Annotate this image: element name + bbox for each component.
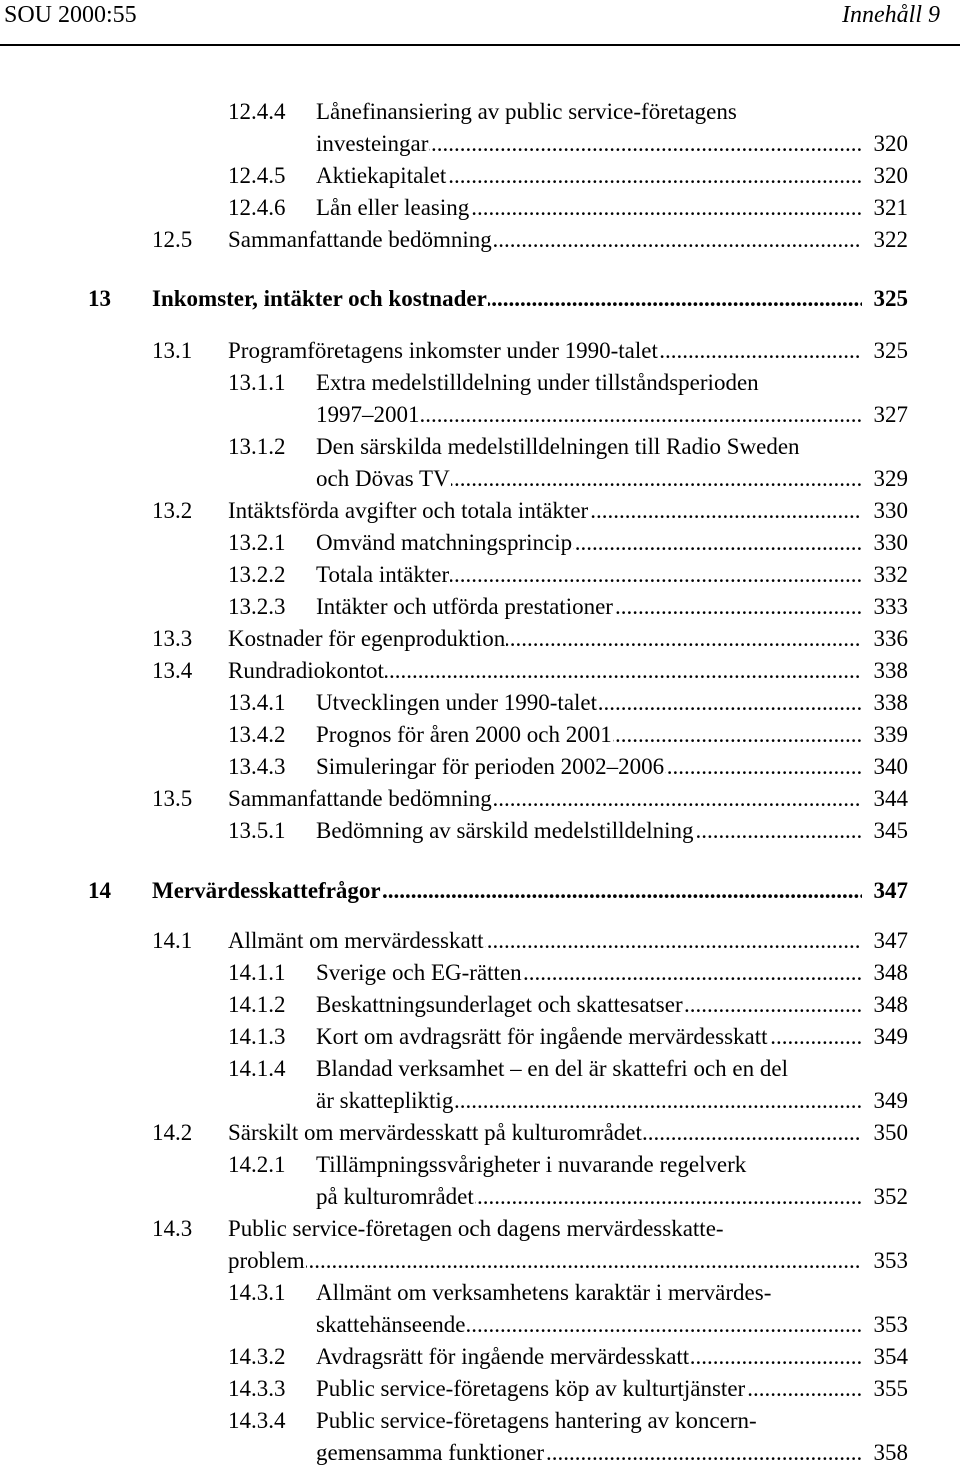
toc-entry-title: Lån eller leasing [316,195,470,220]
toc-entry-title-continued: och Dövas TV [316,466,450,491]
toc-entry-title: Public service-företagen och dagens mervärdesskatte- [228,1216,724,1241]
toc-entry-title: Aktiekapitalet [316,163,447,188]
toc-entry-number: 13.4 [152,658,193,683]
toc-entry-number: 14.2 [152,1120,193,1145]
toc-entry-number: 13.5 [152,786,193,811]
toc-entry-number: 14.3 [152,1216,193,1241]
toc-entry-title-line [316,752,862,782]
toc-entry-number: 13.4.3 [228,754,286,779]
toc-entry-title-continued: är skattepliktig [316,1088,454,1113]
toc-entry-title-line [316,1438,862,1468]
toc-entry [0,368,960,398]
toc-entry [0,876,960,906]
toc-entry-title: Omvänd matchningsprincip [316,530,573,555]
toc-entry-page: 333 [873,592,909,622]
toc-entry-title-line [152,876,862,906]
toc-entry-title-continued: på kulturområdet [316,1184,474,1209]
toc-entry-continuation [0,1246,960,1276]
toc-entry-title-line [316,161,862,191]
toc-entry-title-line [316,720,862,750]
toc-entry-number: 12.4.4 [228,99,286,124]
toc-entry-number: 13.4.2 [228,722,286,747]
toc-entry-title-continued: problem [228,1248,305,1273]
toc-entry-title-line [316,1278,862,1308]
toc-entry-title: Den särskilda medelstilldelningen till Radio Sweden [316,434,800,459]
toc-entry-title: Inkomster, intäkter och kostnader [152,286,487,311]
toc-entry-title-line [316,1310,862,1340]
toc-entry-title: Beskattningsunderlaget och skattesatser [316,992,683,1017]
toc-entry-page: 338 [873,688,909,718]
toc-entry-page: 332 [873,560,909,590]
toc-entry [0,528,960,558]
toc-entry-title-line [228,336,862,366]
toc-entry-title-line [316,560,862,590]
toc-entry-continuation [0,1086,960,1116]
section-page-label: Innehåll 9 [842,2,940,28]
toc-entry-number: 13.1.2 [228,434,286,459]
toc-entry-page: 327 [873,400,909,430]
toc-entry-title-continued: 1997–2001 [316,402,420,427]
toc-entry [0,284,960,314]
toc-entry-title-line [228,225,862,255]
toc-entry-number: 13.1 [152,338,193,363]
toc-entry-title: Allmänt om mervärdesskatt [228,928,484,953]
toc-entry [0,1374,960,1404]
toc-entry-page: 348 [873,958,909,988]
toc-entry-title-line [316,1182,862,1212]
toc-entry-title-line [316,1086,862,1116]
toc-entry-page: 347 [873,876,909,906]
toc-entry-number: 13.5.1 [228,818,286,843]
toc-entry-number: 13.2 [152,498,193,523]
toc-entry [0,1406,960,1436]
toc-entry-number: 14.3.2 [228,1344,286,1369]
toc-entry-title-line [316,193,862,223]
toc-entry-title-line [316,1150,862,1180]
toc-entry-title: Sammanfattande bedömning [228,227,492,252]
toc-entry [0,958,960,988]
toc-entry-number: 13.2.2 [228,562,286,587]
toc-entry-title-line [316,464,862,494]
toc-entry [0,624,960,654]
toc-entry-title: Allmänt om verksamhetens karaktär i mervärdes- [316,1280,772,1305]
toc-entry [0,816,960,846]
toc-entry-title: Sverige och EG-rätten [316,960,522,985]
toc-entry-page: 330 [873,496,909,526]
toc-entry [0,336,960,366]
toc-entry [0,161,960,191]
toc-entry-title: Bedömning av särskild medelstilldelning [316,818,694,843]
toc-entry-title-line [228,784,862,814]
toc-entry-page: 340 [873,752,909,782]
toc-entry-page: 330 [873,528,909,558]
toc-entry-title: Rundradiokontot [228,658,384,683]
toc-entry [0,1278,960,1308]
toc-entry-number: 12.4.5 [228,163,286,188]
toc-entry-title: Utvecklingen under 1990-talet [316,690,598,715]
toc-entry-title: Simuleringar för perioden 2002–2006 [316,754,665,779]
toc-entry-page: 348 [873,990,909,1020]
toc-entry-continuation [0,400,960,430]
toc-entry-number: 14.3.3 [228,1376,286,1401]
toc-entry-page: 321 [873,193,909,223]
toc-entry-continuation [0,1182,960,1212]
toc-entry-title-line [316,816,862,846]
toc-entry-title: Extra medelstilldelning under tillståndsperioden [316,370,759,395]
toc-entry-title: Särskilt om mervärdesskatt på kulturområdet [228,1120,642,1145]
toc-entry [0,784,960,814]
toc-entry-title-line [228,496,862,526]
toc-entry-page: 353 [873,1246,909,1276]
toc-entry-number: 14.1.3 [228,1024,286,1049]
toc-entry-page: 350 [873,1118,909,1148]
toc-entry-number: 14.1 [152,928,193,953]
toc-entry-number: 14 [88,878,111,903]
toc-entry-title-line [316,592,862,622]
toc-entry-title-line [228,656,862,686]
toc-entry-title-line [228,926,862,956]
toc-entry-page: 325 [873,336,909,366]
toc-entry-page: 353 [873,1310,909,1340]
toc-entry [0,656,960,686]
toc-entry-page: 338 [873,656,909,686]
toc-entry [0,688,960,718]
toc-entry [0,1054,960,1084]
toc-entry-page: 349 [873,1086,909,1116]
document-id: SOU 2000:55 [4,2,137,28]
toc-entry-number: 14.2.1 [228,1152,286,1177]
toc-entry-title-line [316,528,862,558]
toc-entry-page: 344 [873,784,909,814]
toc-entry-continuation [0,1310,960,1340]
toc-entry-page: 336 [873,624,909,654]
toc-entry-continuation [0,464,960,494]
toc-entry-page: 322 [873,225,909,255]
toc-entry [0,926,960,956]
toc-entry-title: Kort om avdragsrätt för ingående mervärdesskatt [316,1024,768,1049]
toc-entry [0,1022,960,1052]
toc-entry-title-line [316,958,862,988]
toc-entry-title: Tillämpningssvårigheter i nuvarande regelverk [316,1152,747,1177]
toc-entry-title-continued: gemensamma funktioner [316,1440,545,1465]
toc-entry-number: 12.4.6 [228,195,286,220]
toc-entry-number: 13 [88,286,111,311]
toc-entry-title-line [316,400,862,430]
toc-entry-number: 14.1.1 [228,960,286,985]
toc-entry-page: 354 [873,1342,909,1372]
toc-entry [0,225,960,255]
toc-entry [0,496,960,526]
toc-entry-page: 339 [873,720,909,750]
toc-entry-number: 14.1.4 [228,1056,286,1081]
toc-entry-title: Public service-företagens köp av kulturtjänster [316,1376,746,1401]
toc-entry-page: 347 [873,926,909,956]
toc-entry-title-line [228,1214,862,1244]
toc-entry-title-line [316,1342,862,1372]
toc-entry-title-line [316,1406,862,1436]
toc-entry-page: 329 [873,464,909,494]
toc-entry-number: 13.2.3 [228,594,286,619]
toc-entry-title-line [316,990,862,1020]
toc-entry-title-line [316,129,862,159]
toc-entry [0,1118,960,1148]
toc-entry-page: 358 [873,1438,909,1468]
toc-entry-page: 320 [873,129,909,159]
toc-entry [0,432,960,462]
toc-entry-title-line [316,688,862,718]
toc-entry [0,560,960,590]
toc-entry [0,1214,960,1244]
toc-entry-page: 355 [873,1374,909,1404]
toc-entry-number: 14.1.2 [228,992,286,1017]
toc-entry-number: 14.3.4 [228,1408,286,1433]
toc-entry [0,193,960,223]
toc-entry-number: 13.4.1 [228,690,286,715]
toc-entry [0,97,960,127]
toc-entry-title: Blandad verksamhet – en del är skattefri och en del [316,1056,788,1081]
toc-entry-title-line [152,284,862,314]
toc-entry [0,1150,960,1180]
toc-entry-title: Prognos för åren 2000 och 2001 [316,722,612,747]
toc-entry-title-line [228,624,862,654]
toc-entry-number: 13.3 [152,626,193,651]
toc-entry-continuation [0,129,960,159]
toc-entry-number: 13.1.1 [228,370,286,395]
toc-entry-title-line [316,97,862,127]
toc-entry-title: Kostnader för egenproduktion [228,626,506,651]
toc-entry-page: 325 [873,284,909,314]
toc-entry-page: 352 [873,1182,909,1212]
toc-entry-title: Totala intäkter [316,562,450,587]
toc-entry-title-line [228,1118,862,1148]
toc-entry-number: 14.3.1 [228,1280,286,1305]
toc-entry-title-line [316,368,862,398]
toc-entry-title: Lånefinansiering av public service-företagens [316,99,737,124]
toc-entry [0,592,960,622]
toc-entry-title-continued: investeingar [316,131,429,156]
toc-entry-title-line [316,1054,862,1084]
toc-entry-page: 320 [873,161,909,191]
toc-entry [0,720,960,750]
toc-entry-title: Intäkter och utförda prestationer [316,594,613,619]
toc-entry-title: Avdragsrätt för ingående mervärdesskatt [316,1344,690,1369]
toc-entry-number: 13.2.1 [228,530,286,555]
toc-entry-page: 345 [873,816,909,846]
toc-entry-title-continued: skattehänseende [316,1312,466,1337]
toc-entry-title-line [228,1246,862,1276]
toc-entry-title: Public service-företagens hantering av koncern- [316,1408,757,1433]
toc-entry-title-line [316,1374,862,1404]
toc-entry-title: Sammanfattande bedömning [228,786,492,811]
toc-entry [0,990,960,1020]
toc-entry-page: 349 [873,1022,909,1052]
toc-entry [0,1342,960,1372]
toc-entry-number: 12.5 [152,227,193,252]
toc-entry-continuation [0,1438,960,1468]
toc-entry-title: Intäktsförda avgifter och totala intäkter [228,498,589,523]
toc-entry-title-line [316,432,862,462]
toc-entry-title: Mervärdesskattefrågor [152,878,381,903]
toc-entry [0,752,960,782]
toc-entry-title: Programföretagens inkomster under 1990-talet [228,338,658,363]
toc-entry-title-line [316,1022,862,1052]
